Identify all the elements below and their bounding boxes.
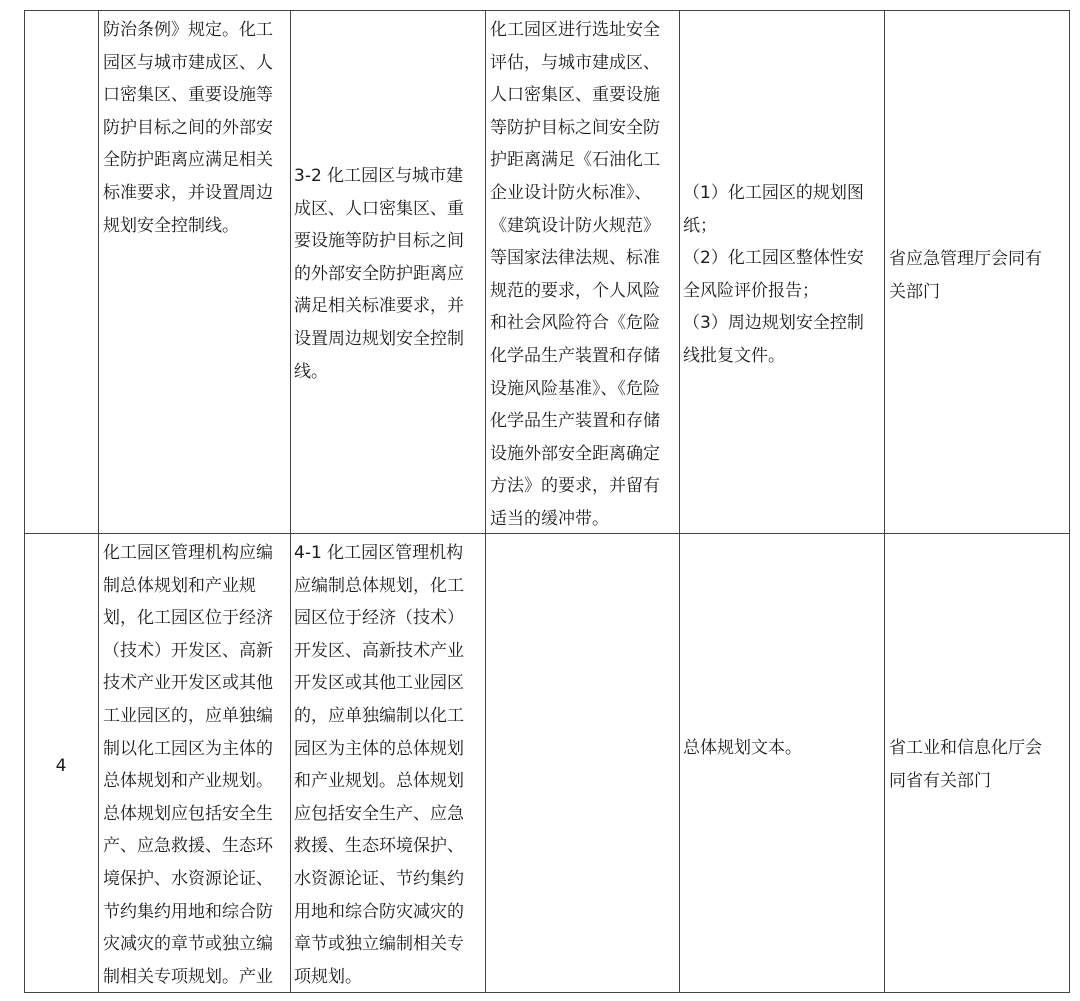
row4-evidence-cell: 总体规划文本。 (683, 738, 802, 758)
table-border-col4 (679, 10, 680, 993)
table-row-divider (24, 533, 1070, 534)
row3-evidence-cell: （1）化工园区的规划图 纸； （2）化工园区整体性安 全风险评价报告； （3）周边规划安全控制 线批复文件。 (683, 183, 864, 366)
row3-requirement-cell: 防治条例》规定。化工 园区与城市建成区、人 口密集区、重要设施等 防护目标之间的外部安 全防护距离应满足相关 标准要求，并设置周边 规划安全控制线。 (103, 20, 273, 236)
row4-number: 4 (55, 756, 67, 776)
row4-requirement-cell: 化工园区管理机构应编 制总体规划和产业规 划，化工园区位于经济 （技术）开发区、高新 技术产业开发区或其他 工业园区的，应单独编 制以化工园区为主体的 总体规划和产业规划。 总体规划应包括安全生 产、应急救援、生态环 境保护、水资源论证、 节约集约用地和综合防 灾减灾的章节或独立编 制相关专项规划。产业 (103, 543, 273, 987)
table-border-col1 (98, 10, 99, 993)
table-border-right (1069, 10, 1070, 993)
table-border-top (24, 10, 1070, 11)
row3-indicator-cell: 3-2 化工园区与城市建 成区、人口密集区、重 要设施等防护目标之间 的外部安全防护距离应 满足相关标准要求，并 设置周边规划安全控制 线。 (294, 166, 464, 382)
table-border-col2 (290, 10, 291, 993)
row4-indicator-cell: 4-1 化工园区管理机构 应编制总体规划，化工 园区位于经济（技术） 开发区、高新技术产业 开发区或其他工业园区 的，应单独编制以化工 园区为主体的总体规划 和产业规划。总体规划 应包括安全生产、应急 救援、生态环境保护、 水资源论证、节约集约 用地和综合防灾减灾的 章节或独立编制相关专 项规划。 (294, 543, 464, 987)
table-border-left (24, 10, 25, 993)
row4-department-cell: 省工业和信息化厅会 同省有关部门 (889, 738, 1042, 791)
row3-department-cell: 省应急管理厅会同有 关部门 (889, 249, 1042, 302)
row4-criteria-cell (490, 537, 678, 992)
table-border-col3 (485, 10, 486, 993)
row3-criteria-cell: 化工园区进行选址安全 评估，与城市建成区、 人口密集区、重要设施 等防护目标之间安全防 护距离满足《石油化工 企业设计防火标准》、 《建筑设计防火规范》 等国家法律法规、标准 规范的要求，个人风险 和社会风险符合《危险 化学品生产装置和存储 设施风险基准》、《危险 化学品生产装置和存储 设施外部安全距离确定 方法》的要求，并留有 适当的缓冲带。 (490, 20, 660, 529)
table-border-col5 (884, 10, 885, 993)
table-border-bottom (24, 992, 1070, 993)
